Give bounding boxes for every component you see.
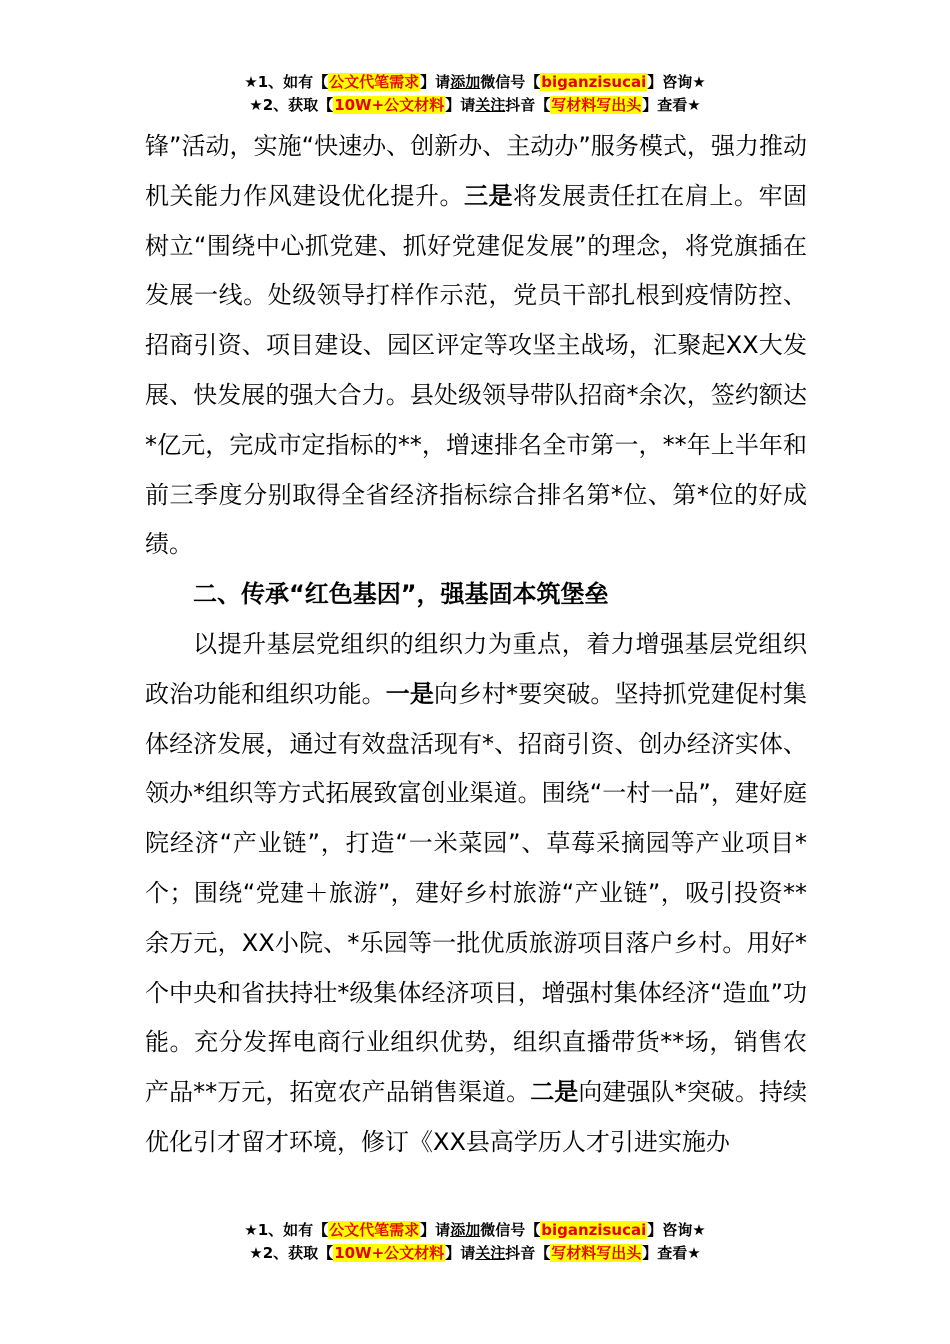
section-heading: 二、传承“红色基因”，强基固本筑堡垒 <box>193 580 609 609</box>
highlight-douyin: 写材料写出头 <box>551 96 642 114</box>
bold-marker: 三是 <box>464 181 514 210</box>
paragraph: 以提升基层党组织的组织力为重点，着力增强基层党组织政治功能和组织功能。一是向乡村*要突破。坚持抓党建促村集体经济发展，通过有效盘活现有*、招商引资、创办经济实体、领办*组织等方式拓展致富创业渠道。围绕“一村一品”，建好庭院经济“产业链”，打造“一米菜园”、草莓采摘园等产业项目*个；围绕“党建＋旅游”，建好乡村旅游“产业链”，吸引投资**余万元，XX小院、*乐园等一批优质旅游项目落户乡村。用好*个中央和省扶持壮*级集体经济项目，增强村集体经济“造血”功能。充分发挥电商行业组织优势，组织直播带货**场，销售农产品**万元，拓宽农产品销售渠道。二是向建强队*突破。持续优化引才留才环境，修订《XX县高学历人才引进实施办 <box>145 629 808 1156</box>
header-notice-line-2: ★2、获取【10W+公文材料】请关注抖音【写材料写出头】查看★ <box>249 96 701 114</box>
footer-notice-line-1: ★1、如有【公文代笔需求】请添加微信号【biganzisucai】咨询★ <box>244 1221 706 1239</box>
highlight-materials: 10W+公文材料 <box>334 1244 445 1262</box>
document-body <box>145 122 807 1168</box>
bold-marker: 一是 <box>385 679 434 708</box>
highlight-wechat-id: biganzisucai <box>541 1221 647 1239</box>
highlight-ghostwriting: 公文代笔需求 <box>329 1221 420 1239</box>
highlight-wechat-id: biganzisucai <box>541 73 647 91</box>
highlight-douyin: 写材料写出头 <box>551 1244 642 1262</box>
header-notice-line-1: ★1、如有【公文代笔需求】请添加微信号【biganzisucai】咨询★ <box>244 73 706 91</box>
highlight-materials: 10W+公文材料 <box>334 96 445 114</box>
highlight-ghostwriting: 公文代笔需求 <box>329 73 420 91</box>
footer-notice-line-2: ★2、获取【10W+公文材料】请关注抖音【写材料写出头】查看★ <box>249 1244 701 1262</box>
bold-marker: 二是 <box>530 1078 579 1107</box>
paragraph-continued: 锋”活动，实施“快速办、创新办、主动办”服务模式，强力推动机关能力作风建设优化提升。三是将发展责任扛在肩上。牢固树立“围绕中心抓党建、抓好党建促发展”的理念，将党旗插在发展一线。处级领导打样作示范，党员干部扎根到疫情防控、招商引资、项目建设、园区评定等攻坚主战场，汇聚起XX大发展、快发展的强大合力。县处级领导带队招商*余次，签约额达*亿元，完成市定指标的**，增速排名全市第一，**年上半年和前三季度分别取得全省经济指标综合排名第*位、第*位的好成绩。 <box>145 132 808 559</box>
